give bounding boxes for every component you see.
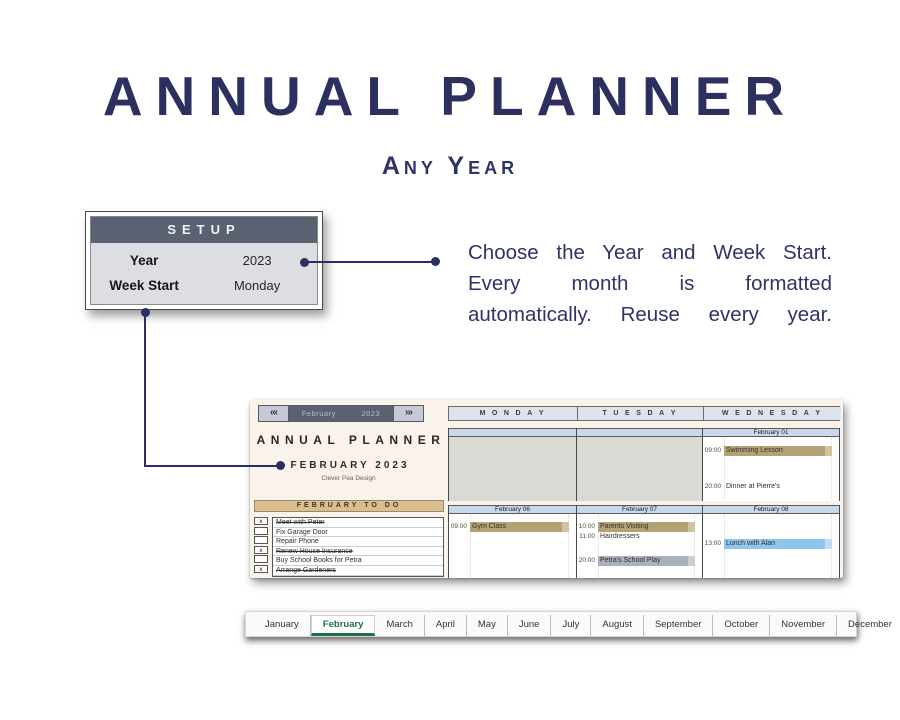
date-strip [577, 428, 702, 437]
sheet-tab-bar [245, 611, 892, 637]
setup-row-year [91, 248, 317, 273]
year-label: Year [129, 253, 159, 268]
event-time: 13:00 [704, 540, 721, 548]
tab-september[interactable]: September [644, 615, 713, 636]
calendar-event[interactable] [577, 556, 702, 566]
todo-checkbox[interactable] [254, 536, 268, 544]
connector-line [305, 261, 436, 263]
tab-february[interactable]: February [311, 615, 376, 636]
month-nav-display [289, 405, 393, 422]
next-month-button[interactable]: ››› [393, 405, 424, 422]
todo-checkbox[interactable]: x [254, 517, 268, 525]
day-cell-body [703, 514, 839, 578]
event-title: Gym Class [470, 522, 569, 532]
event-title: Dinner at Pierre's [726, 483, 780, 490]
todo-item[interactable]: Repair Phone [273, 537, 443, 547]
event-time: 09:00 [704, 447, 721, 455]
connector-dot [300, 258, 309, 267]
connector-dot [431, 257, 440, 266]
tab-august[interactable]: August [591, 615, 644, 636]
date-strip: February 06 [449, 505, 576, 514]
date-strip: February 07 [577, 505, 702, 514]
calendar-day-cell [448, 428, 576, 501]
event-time: 20:00 [704, 483, 721, 491]
tab-july[interactable]: July [551, 615, 591, 636]
calendar-event[interactable] [577, 522, 702, 532]
event-time: 10:00 [578, 523, 595, 531]
setup-header: SETUP [91, 217, 317, 243]
todo-checkbox[interactable]: x [254, 565, 268, 573]
event-title: Swimming Lesson [724, 446, 832, 456]
month-nav [258, 405, 424, 422]
day-header: W E D N E S D A Y [703, 407, 841, 420]
tab-november[interactable]: November [770, 615, 837, 636]
day-cell-body [449, 514, 576, 578]
planner-month-title: FEBRUARY 2023 [290, 460, 410, 471]
todo-item[interactable]: Meet with Peter [273, 518, 443, 528]
date-strip: February 01 [703, 428, 839, 437]
calendar-week-row [448, 505, 840, 578]
page-title: ANNUAL PLANNER [102, 65, 798, 127]
calendar-day-cell [702, 505, 840, 578]
calendar-event[interactable] [703, 446, 839, 456]
tab-october[interactable]: October [713, 615, 770, 636]
prev-month-button[interactable]: ‹‹‹ [258, 405, 289, 422]
day-cell-body [577, 514, 702, 578]
setup-body [91, 243, 317, 304]
calendar-day-cell [448, 505, 576, 578]
week-start-label: Week Start [109, 278, 179, 293]
todo-item[interactable]: Renew House Insurance [273, 547, 443, 557]
todo-item-column [272, 517, 444, 577]
calendar-week-row [448, 428, 840, 501]
week-start-value[interactable]: Monday [233, 278, 281, 293]
event-title: Hairdressers [600, 532, 640, 540]
event-title: Lunch with Alan [724, 539, 832, 549]
day-cell-body [703, 437, 839, 501]
day-cell-body [577, 437, 702, 501]
tab-may[interactable]: May [467, 615, 508, 636]
connector-line [144, 313, 146, 467]
calendar-day-headers [448, 406, 840, 421]
year-value[interactable]: 2023 [242, 253, 272, 268]
todo-item[interactable]: Buy School Books for Petra [273, 556, 443, 566]
day-header: M O N D A Y [449, 407, 577, 420]
day-header: T U E S D A Y [577, 407, 703, 420]
planner-credit: Clever Pea Design [321, 475, 376, 482]
page-subtitle: Any Year [381, 152, 519, 180]
description-line: Every month is formatted [468, 272, 832, 295]
tab-december[interactable]: December [837, 615, 900, 636]
calendar-event[interactable] [703, 482, 839, 492]
day-cell-body [449, 437, 576, 501]
event-title: Petra's School Play [598, 556, 695, 566]
todo-checkbox[interactable] [254, 555, 268, 563]
date-strip [449, 428, 576, 437]
calendar-day-cell [702, 428, 840, 501]
connector-dot [276, 461, 285, 470]
event-time: 11:00 [579, 532, 595, 540]
calendar-event[interactable] [577, 532, 702, 542]
todo-checkbox[interactable]: x [254, 546, 268, 554]
nav-month-label: February [301, 409, 336, 418]
setup-box [85, 211, 323, 310]
calendar-event[interactable] [703, 539, 839, 549]
description-line: Choose the Year and Week Start. [468, 241, 832, 264]
description-text [468, 237, 832, 330]
event-title: Parents Visiting [598, 522, 695, 532]
planner-brand-title: ANNUAL PLANNER [256, 433, 446, 447]
calendar-day-cell [576, 505, 702, 578]
event-time: 20:00 [578, 557, 595, 565]
date-strip: February 08 [703, 505, 839, 514]
todo-header: FEBRUARY TO DO [254, 500, 444, 512]
todo-item[interactable]: Fix Garage Door [273, 528, 443, 538]
todo-checkbox[interactable] [254, 527, 268, 535]
planner-screenshot [250, 400, 843, 578]
todo-check-column [254, 517, 268, 575]
tab-april[interactable]: April [425, 615, 467, 636]
nav-year-label: 2023 [361, 409, 381, 418]
connector-line [144, 465, 280, 467]
todo-item[interactable]: Arrange Gardeners [273, 566, 443, 576]
tab-january[interactable]: January [254, 615, 311, 636]
setup-row-week-start [91, 273, 317, 298]
calendar-event[interactable] [449, 522, 576, 532]
calendar-day-cell [576, 428, 702, 501]
tab-march[interactable]: March [375, 615, 424, 636]
tab-june[interactable]: June [508, 615, 552, 636]
description-line: automatically. Reuse every year. [468, 303, 832, 326]
event-time: 09:00 [450, 523, 467, 531]
